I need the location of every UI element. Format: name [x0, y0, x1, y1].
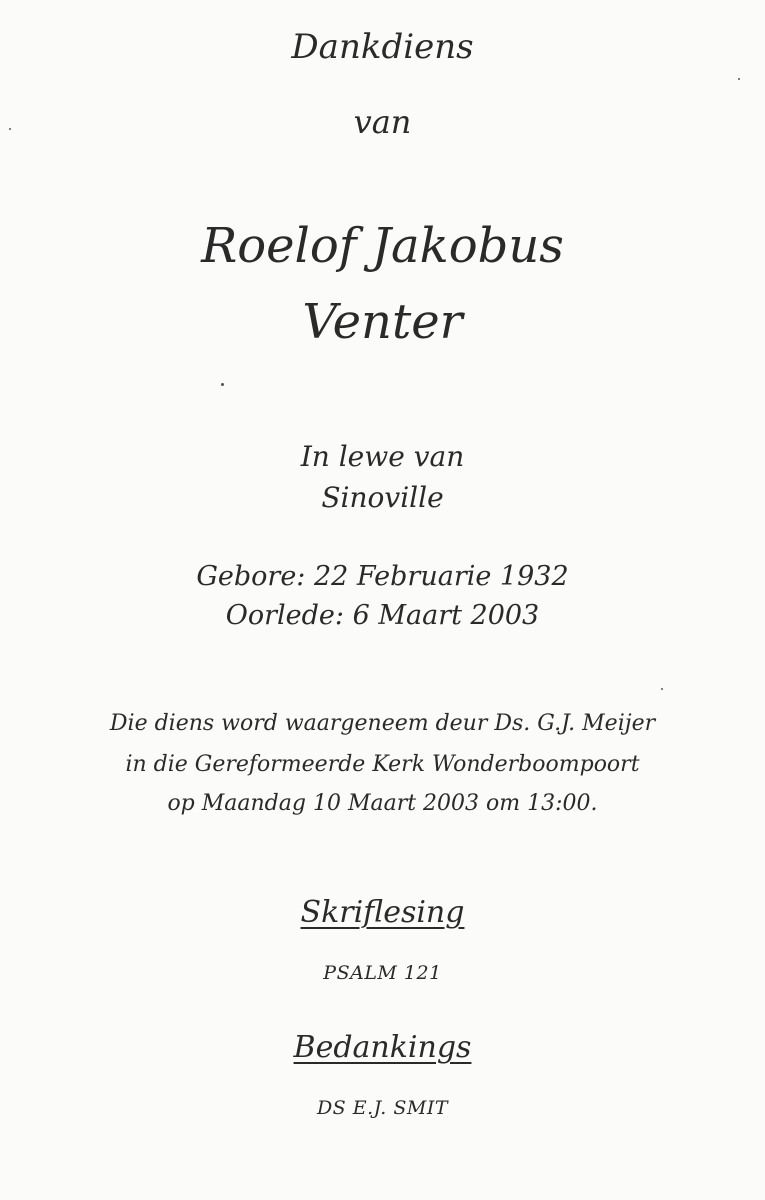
title-line-1: Dankdiens: [291, 27, 474, 67]
scan-speck: [221, 383, 224, 386]
thanks-text: DS E.J. SMIT: [316, 1097, 449, 1119]
residence-line-2: Sinoville: [321, 481, 444, 514]
scan-speck: [661, 688, 663, 690]
death-date: Oorlede: 6 Maart 2003: [225, 600, 540, 631]
birth-date: Gebore: 22 Februarie 1932: [196, 561, 569, 592]
title-line-2: van: [353, 103, 412, 141]
deceased-name-line-1: Roelof Jakobus: [201, 218, 564, 274]
deceased-name-line-2: Venter: [302, 294, 463, 350]
thanks-heading: [0, 1030, 765, 1065]
scripture-reading-text: PSALM 121: [323, 962, 442, 984]
scripture-reading-heading: [0, 895, 765, 930]
service-line-2: in die Gereformeerde Kerk Wonderboompoort: [125, 752, 640, 777]
scripture-reading-heading-text: Skriflesing: [300, 895, 465, 930]
scan-speck: [9, 128, 11, 130]
thanks-heading-text: Bedankings: [293, 1030, 472, 1065]
scan-speck: [738, 78, 740, 80]
service-line-3: op Maandag 10 Maart 2003 om 13:00.: [167, 791, 598, 816]
service-line-1: Die diens word waargeneem deur Ds. G.J. Meijer: [109, 711, 656, 736]
residence-line-1: In lewe van: [300, 440, 465, 473]
